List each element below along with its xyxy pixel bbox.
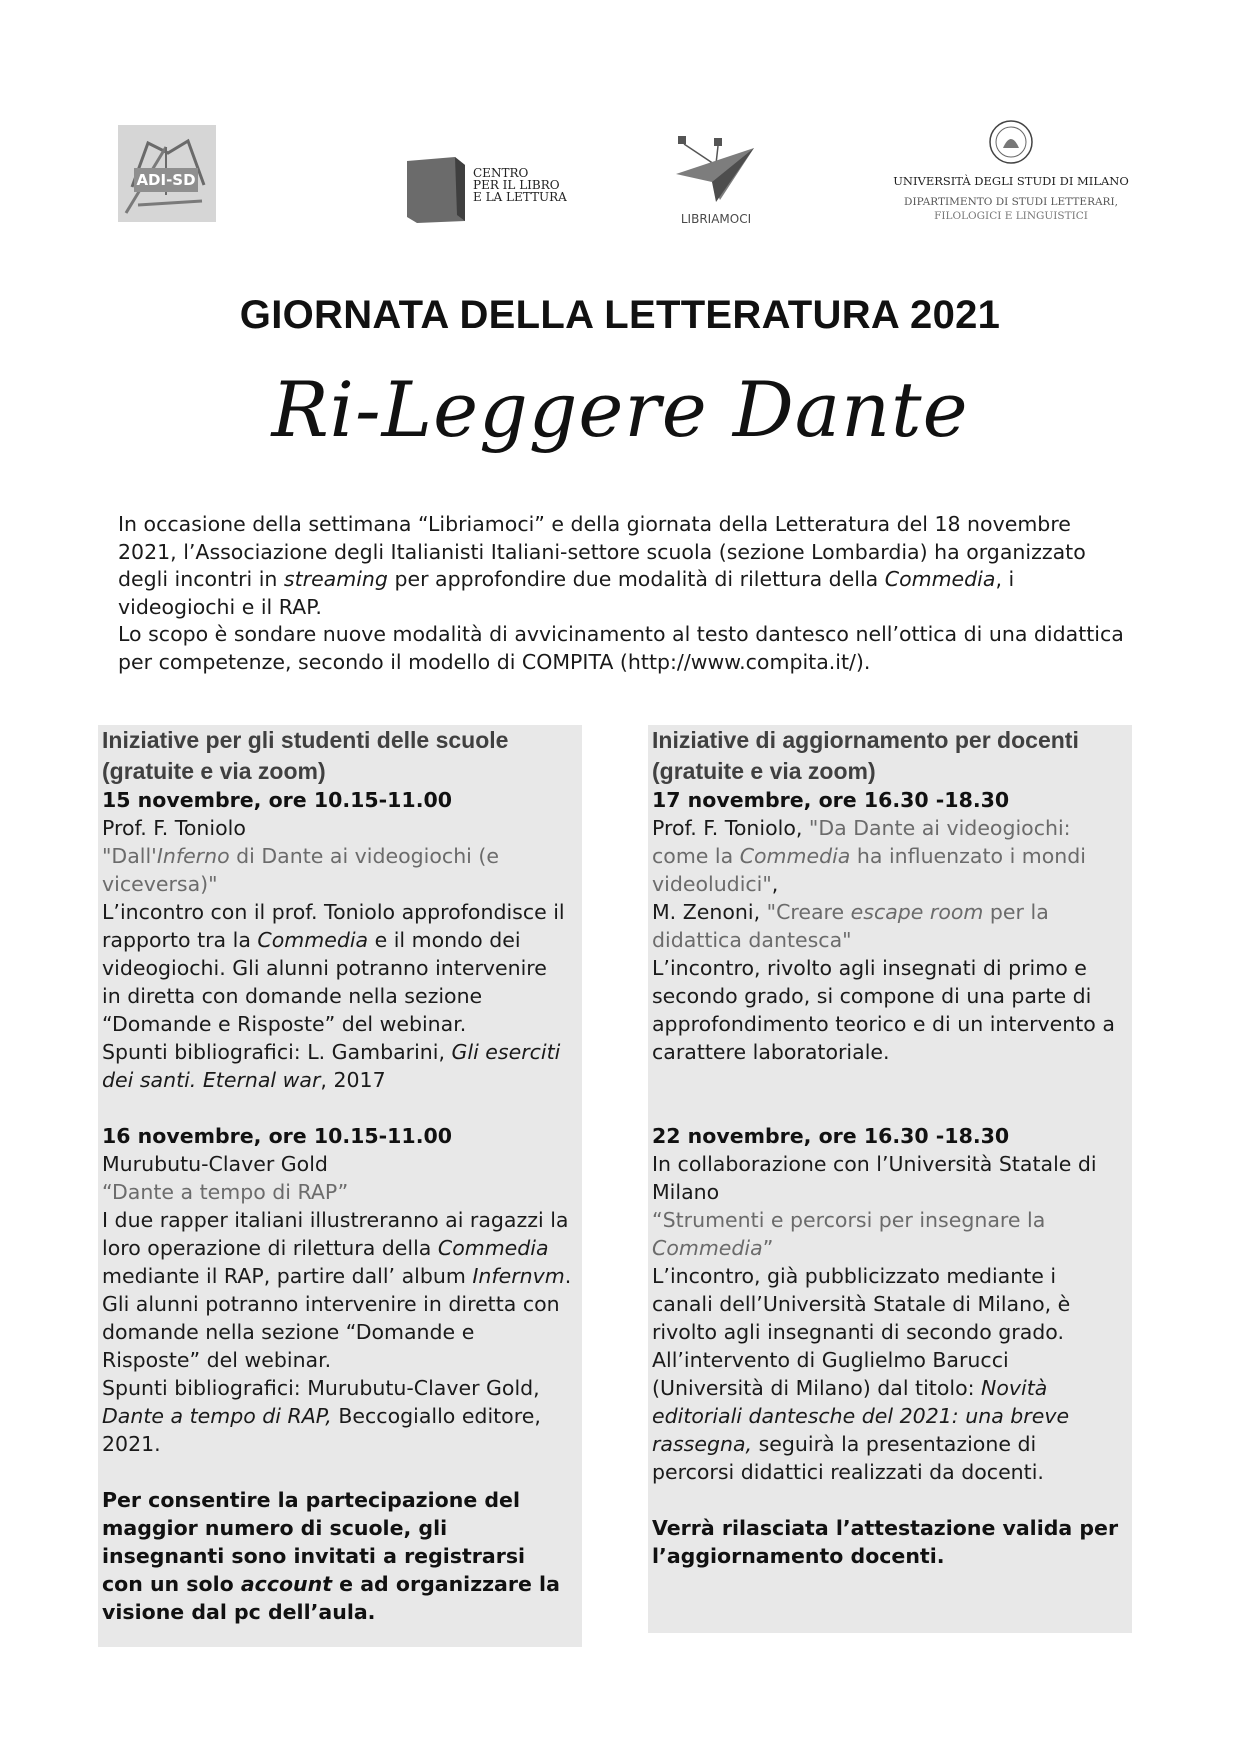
text-em: escape room xyxy=(850,900,984,924)
text-em: Commedia xyxy=(257,928,369,952)
text-run: I due rapper italiani illustreranno ai ragazzi la loro operazione di rilettura della xyxy=(102,1208,569,1260)
text-run: Beccogiallo editore, 2021. xyxy=(102,1404,541,1456)
text-em: Gli eserciti dei santi. Eternal war xyxy=(102,1040,561,1092)
event-description xyxy=(102,1206,572,1374)
unimi-department-cont: FILOLOGICI E LINGUISTICI xyxy=(934,210,1088,222)
event-date: 15 novembre, ore 10.15-11.00 xyxy=(102,788,453,812)
text-em: account xyxy=(240,1572,333,1596)
text-em: Commedia xyxy=(739,844,851,868)
intro-text-run: , i videogiochi e il RAP. xyxy=(118,567,1015,619)
text-run: ” xyxy=(762,1236,774,1260)
event-title: “Dante a tempo di RAP” xyxy=(102,1180,349,1204)
libriamoci-logo xyxy=(668,134,764,226)
text-run: "Dall' xyxy=(102,844,157,868)
cll-line: E LA LETTURA xyxy=(473,190,567,204)
text-run: di Dante ai videogiochi (e viceversa)" xyxy=(102,844,500,896)
event-speaker: Murubutu-Claver Gold xyxy=(102,1152,328,1176)
text-run: Spunti bibliografici: L. Gambarini, xyxy=(102,1040,452,1064)
adi-sd-logo xyxy=(118,125,216,222)
intro-paragraph xyxy=(118,511,1128,621)
certificate-note: Verrà rilasciata l’attestazione valida per l’aggiornamento docenti. xyxy=(652,1516,1119,1568)
intro-text xyxy=(118,511,1128,676)
registration-note xyxy=(102,1486,572,1626)
teachers-panel xyxy=(648,725,1132,1633)
text-run: e ad organizzare la visione dal pc dell’aula. xyxy=(102,1572,560,1624)
spacer xyxy=(102,1458,572,1486)
event-date: 16 novembre, ore 10.15-11.00 xyxy=(102,1124,453,1148)
event-description: L’incontro, rivolto agli insegnati di primo e secondo grado, si compone di una parte di approfondimento teorico e di un intervento a carattere laboratoriale. xyxy=(652,956,1115,1064)
intro-em: Commedia xyxy=(884,567,996,591)
spacer xyxy=(652,1486,1122,1514)
event-speakers xyxy=(652,814,1122,898)
intro-text-run: per approfondire due modalità di rilettura della xyxy=(387,567,885,591)
unimi-logo xyxy=(888,120,1134,225)
students-panel xyxy=(98,725,582,1647)
adi-sd-label: ADI-SD xyxy=(134,168,198,192)
text-em: Inferno xyxy=(156,844,230,868)
event-bibliography xyxy=(102,1038,572,1094)
text-run: e il mondo dei videogiochi. Gli alunni potranno intervenire in diretta con domande nella sezione “Domande e Risposte” del webinar. xyxy=(102,928,547,1036)
text-run: ha influenzato i mondi videoludici" xyxy=(652,844,1087,896)
intro-paragraph: Lo scopo è sondare nuove modalità di avvicinamento al testo dantesco nell’ottica di una didattica per competenze, secondo il modello di COMPITA (http://www.compita.it/). xyxy=(118,622,1124,674)
text-run: , xyxy=(771,872,779,896)
cll-line: CENTRO xyxy=(473,166,529,180)
text-run: seguirà la presentazione di percorsi didattici realizzati da docenti. xyxy=(652,1432,1044,1484)
university-seal-icon xyxy=(888,120,1134,170)
text-run: Spunti bibliografici: Murubutu-Claver Gold, xyxy=(102,1376,540,1400)
event-partner: In collaborazione con l’Università Statale di Milano xyxy=(652,1152,1097,1204)
text-em: Infernvm xyxy=(472,1264,565,1288)
text-run: "Da Dante ai videogiochi: come la xyxy=(652,816,1071,868)
book-shape-icon xyxy=(403,155,469,225)
intro-text-run: In occasione della settimana “Libriamoci” e della giornata della Letteratura del 18 novembre 2021, l’Associazione degli Italianisti Italiani-settore scuola (sezione Lombardia) ha organizzato degli incontri in xyxy=(118,512,1086,591)
text-run: Prof. F. Toniolo, xyxy=(652,816,809,840)
event-title xyxy=(652,1206,1122,1262)
intro-em: streaming xyxy=(283,567,388,591)
text-em: Dante a tempo di RAP, xyxy=(102,1404,332,1428)
text-run: per la didattica dantesca" xyxy=(652,900,1049,952)
text-run: "Creare xyxy=(766,900,851,924)
event-date: 17 novembre, ore 16.30 -18.30 xyxy=(652,788,1010,812)
students-heading: Iniziative per gli studenti delle scuole (gratuite e via zoom) xyxy=(102,727,509,784)
text-run: . Gli alunni potranno intervenire in diretta con domande nella sezione “Domande e Risposte” del webinar. xyxy=(102,1264,572,1372)
text-em: Commedia xyxy=(652,1236,763,1260)
event-description xyxy=(102,898,572,1038)
teachers-heading: Iniziative di aggiornamento per docenti (gratuite e via zoom) xyxy=(652,727,1079,784)
paper-plane-icon xyxy=(668,134,764,206)
libriamoci-label: LIBRIAMOCI xyxy=(680,212,752,226)
page-subtitle: Ri-Leggere Dante xyxy=(271,365,969,454)
page-title: GIORNATA DELLA LETTERATURA 2021 xyxy=(239,293,1001,337)
text-run: Per consentire la partecipazione del maggior numero di scuole, gli insegnanti sono invitati a registrarsi con un solo xyxy=(102,1488,526,1596)
text-run: L’incontro con il prof. Toniolo approfondisce il rapporto tra la xyxy=(102,900,565,952)
text-em: Novità editoriali dantesche del 2021: una breve rassegna, xyxy=(652,1376,1070,1456)
event-title xyxy=(102,842,572,898)
event-date: 22 novembre, ore 16.30 -18.30 xyxy=(652,1124,1010,1148)
event-bibliography xyxy=(102,1374,572,1458)
centro-libro-text xyxy=(473,167,603,203)
event-description xyxy=(652,1262,1122,1486)
event-speakers xyxy=(652,898,1122,954)
text-run: “Strumenti e percorsi per insegnare la xyxy=(652,1208,1046,1232)
text-run: L’incontro, già pubblicizzato mediante i canali dell’Università Statale di Milano, è rivolto agli insegnanti di secondo grado. All’intervento di Guglielmo Barucci (Università di Milano) dal titolo: xyxy=(652,1264,1071,1400)
text-run: mediante il RAP, partire dall’ album xyxy=(102,1264,473,1288)
unimi-name: UNIVERSITÀ DEGLI STUDI DI MILANO xyxy=(893,174,1129,188)
cll-line: PER IL LIBRO xyxy=(473,178,560,192)
text-run: , 2017 xyxy=(320,1068,386,1092)
text-em: Commedia xyxy=(437,1236,549,1260)
centro-libro-lettura-logo xyxy=(403,155,603,225)
spacer xyxy=(102,1094,572,1122)
unimi-department: DIPARTIMENTO DI STUDI LETTERARI, xyxy=(904,196,1118,208)
spacer xyxy=(652,1066,1122,1122)
event-speaker: Prof. F. Toniolo xyxy=(102,816,246,840)
text-run: M. Zenoni, xyxy=(652,900,767,924)
